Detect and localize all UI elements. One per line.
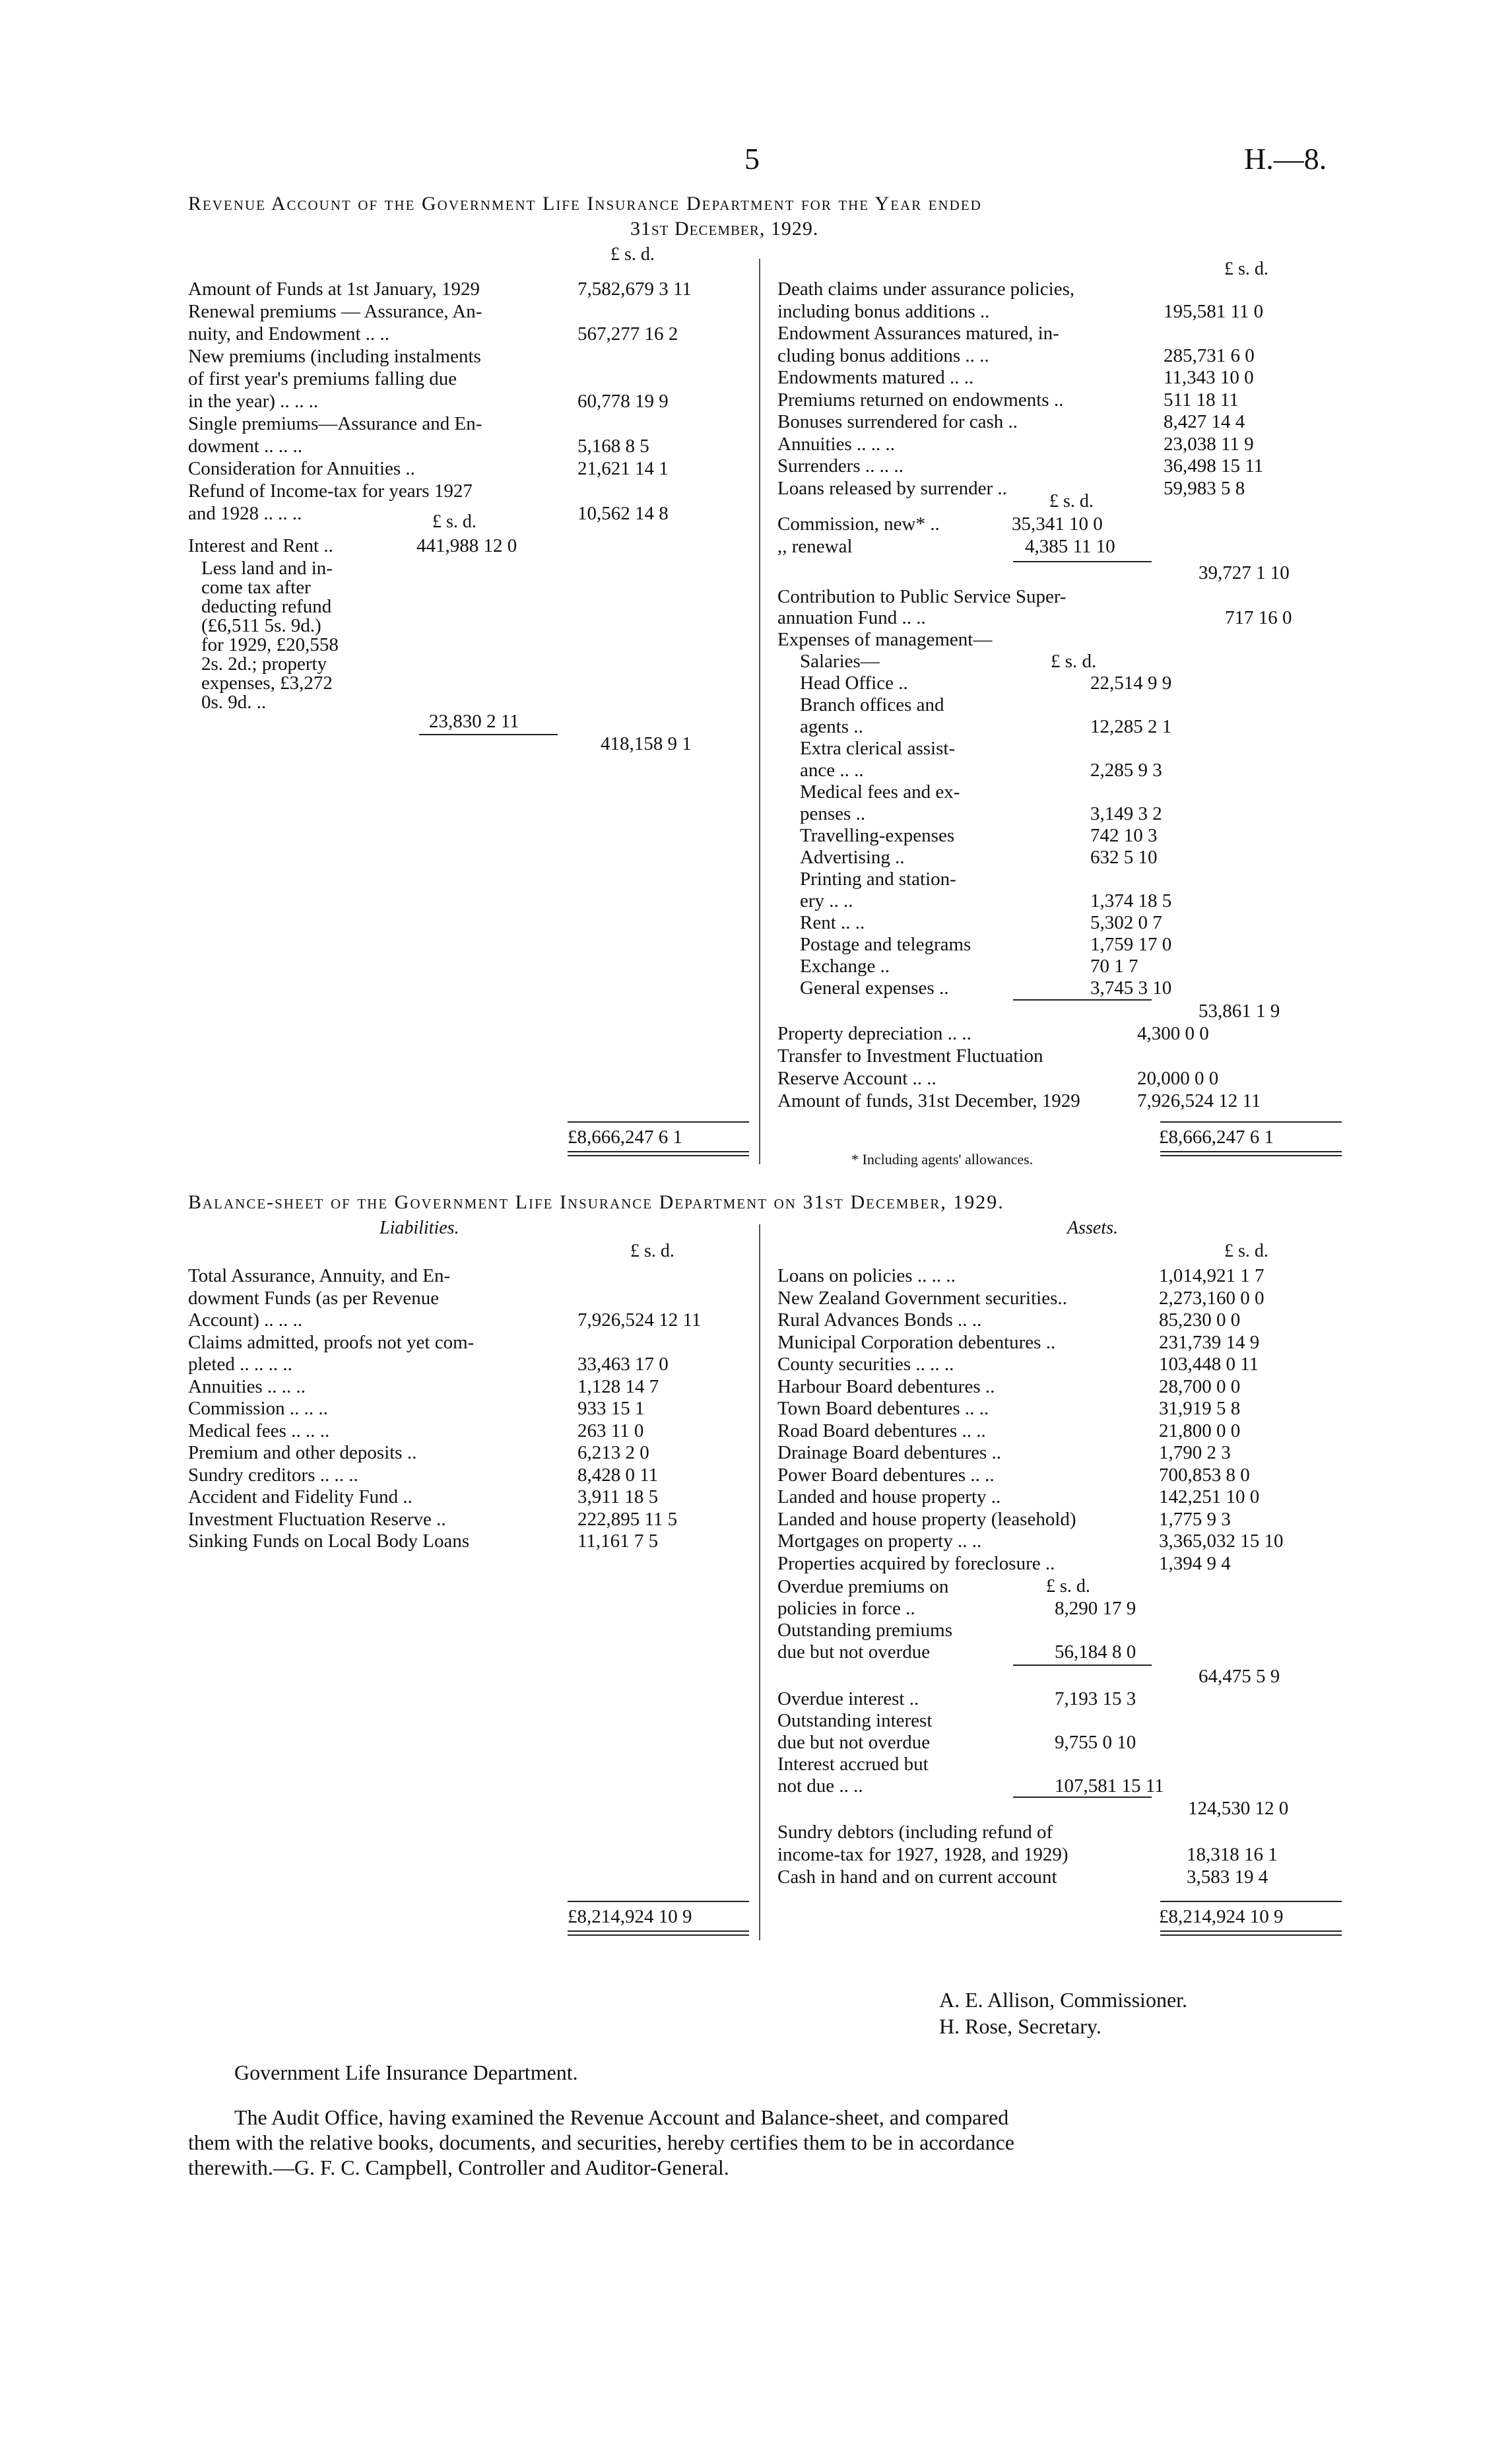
table-row bbox=[800, 760, 1341, 781]
row-label: Sinking Funds on Local Body Loans bbox=[188, 1531, 470, 1552]
row-label: Medical fees .. .. .. bbox=[188, 1420, 330, 1441]
balance-right-total: £8,214,924 10 9 bbox=[1159, 1906, 1284, 1927]
table-row bbox=[188, 1486, 749, 1507]
commission-currency-header: £ s. d. bbox=[1049, 491, 1094, 511]
row-label: Municipal Corporation debentures .. bbox=[777, 1331, 1056, 1353]
row-label: not due .. .. bbox=[777, 1775, 863, 1797]
table-row bbox=[188, 1288, 749, 1309]
interest-total-row bbox=[777, 1798, 1338, 1819]
row-label: Premium and other deposits .. bbox=[188, 1442, 417, 1463]
table-row bbox=[188, 1531, 749, 1552]
row-label: ery .. .. bbox=[800, 890, 853, 911]
table-row bbox=[777, 301, 1338, 322]
row-amount: 21,621 14 1 bbox=[577, 458, 669, 479]
row-label: Loans released by surrender .. bbox=[777, 477, 1007, 499]
row-amount: 59,983 5 8 bbox=[1164, 477, 1245, 499]
table-row bbox=[800, 977, 1341, 999]
row-amount: 20,000 0 0 bbox=[1137, 1068, 1219, 1089]
row-amount: 11,343 10 0 bbox=[1164, 367, 1254, 388]
row-label: Medical fees and ex- bbox=[800, 781, 960, 803]
row-label: Annuities .. .. .. bbox=[188, 1375, 306, 1397]
double-rule bbox=[568, 1930, 749, 1936]
row-label: Travelling-expenses bbox=[800, 825, 955, 846]
revenue-right-currency-header: £ s. d. bbox=[1224, 259, 1268, 279]
row-label: dowment .. .. .. bbox=[188, 436, 303, 457]
row-label: General expenses .. bbox=[800, 977, 949, 999]
row-amount: 3,911 18 5 bbox=[577, 1486, 659, 1507]
row-label: Single premiums—Assurance and En- bbox=[188, 413, 482, 434]
row-label: Advertising .. bbox=[800, 847, 905, 868]
interest-row bbox=[188, 535, 749, 556]
row-amount: 107,581 15 11 bbox=[1055, 1775, 1164, 1797]
audit-line-2: them with the relative books, documents, and securities, hereby certifies them to be in accordance bbox=[188, 2130, 1014, 2154]
table-row bbox=[777, 1531, 1338, 1552]
row-amount: 933 15 1 bbox=[577, 1398, 645, 1419]
row-amount: 21,800 0 0 bbox=[1159, 1420, 1241, 1441]
interest-amount: 441,988 12 0 bbox=[416, 535, 517, 556]
row-amount: 1,790 2 3 bbox=[1159, 1442, 1231, 1463]
row-label: Sundry debtors (including refund of bbox=[777, 1822, 1053, 1843]
revenue-left-total-row bbox=[188, 1127, 749, 1148]
row-label: due but not overdue bbox=[777, 1641, 931, 1663]
balance-right-total-row bbox=[777, 1906, 1338, 1927]
row-label: Power Board debentures .. .. bbox=[777, 1464, 995, 1486]
overdue-total-amount: 64,475 5 9 bbox=[1199, 1666, 1280, 1687]
row-amount: 9,755 0 10 bbox=[1055, 1732, 1136, 1753]
table-row bbox=[777, 323, 1338, 344]
table-row bbox=[777, 1620, 1338, 1641]
revenue-right-total: £8,666,247 6 1 bbox=[1159, 1127, 1274, 1148]
row-amount: 36,498 15 11 bbox=[1164, 455, 1264, 477]
interest-total-amount: 124,530 12 0 bbox=[1188, 1798, 1289, 1819]
row-label: Town Board debentures .. .. bbox=[777, 1398, 989, 1419]
table-row bbox=[188, 323, 749, 345]
row-label: Overdue premiums on bbox=[777, 1576, 949, 1597]
row-label: pleted .. .. .. .. bbox=[188, 1354, 292, 1375]
row-amount: 1,394 9 4 bbox=[1159, 1552, 1231, 1574]
contribution-row-1 bbox=[777, 586, 1338, 607]
table-row bbox=[188, 1509, 749, 1530]
table-row bbox=[800, 934, 1341, 955]
deduction-line: come tax after bbox=[201, 577, 311, 598]
deduction-line: Less land and in- bbox=[201, 558, 333, 579]
commission-total-amount: 39,727 1 10 bbox=[1199, 562, 1290, 583]
table-row bbox=[800, 869, 1341, 890]
row-label: due but not overdue bbox=[777, 1732, 931, 1753]
table-row bbox=[777, 1732, 1338, 1753]
commission-total-row bbox=[777, 562, 1338, 583]
balance-left-total-row bbox=[188, 1906, 749, 1927]
row-label: Consideration for Annuities .. bbox=[188, 458, 415, 479]
row-label: Premiums returned on endowments .. bbox=[777, 389, 1064, 411]
table-row bbox=[188, 1420, 749, 1441]
table-row bbox=[777, 1775, 1338, 1797]
table-row bbox=[188, 1465, 749, 1486]
row-label: agents .. bbox=[800, 716, 863, 737]
row-label: Properties acquired by foreclosure .. bbox=[777, 1552, 1055, 1574]
table-row bbox=[800, 694, 1341, 715]
row-amount: 511 18 11 bbox=[1164, 389, 1239, 411]
double-rule bbox=[1160, 1151, 1342, 1156]
row-amount: 231,739 14 9 bbox=[1159, 1331, 1260, 1353]
rule bbox=[568, 1901, 749, 1902]
row-label: Commission .. .. .. bbox=[188, 1398, 328, 1419]
table-row bbox=[800, 673, 1341, 694]
row-amount: 85,230 0 0 bbox=[1159, 1309, 1241, 1331]
table-row bbox=[188, 1398, 749, 1419]
row-amount: 222,895 11 5 bbox=[577, 1508, 678, 1530]
table-row bbox=[188, 368, 749, 389]
revenue-title-date: 31st December, 1929. bbox=[630, 218, 819, 240]
row-amount: 5,302 0 7 bbox=[1090, 912, 1162, 933]
table-row bbox=[777, 1754, 1338, 1775]
audit-line-3: therewith.—G. F. C. Campbell, Controller and Auditor-General. bbox=[188, 2156, 729, 2179]
table-row bbox=[777, 1710, 1338, 1731]
row-label: Account) .. .. .. bbox=[188, 1309, 303, 1331]
row-amount: 10,562 14 8 bbox=[577, 503, 669, 524]
page-reference: H.—8. bbox=[1244, 142, 1327, 176]
row-label: penses .. bbox=[800, 803, 866, 824]
row-label: Drainage Board debentures .. bbox=[777, 1442, 1002, 1463]
table-row bbox=[777, 1844, 1338, 1865]
balance-title: Balance-sheet of the Government Life Insurance Department on 31st December, 1929. bbox=[188, 1191, 1004, 1213]
row-amount: 8,427 14 4 bbox=[1164, 411, 1245, 432]
row-label: Endowments matured .. .. bbox=[777, 367, 974, 388]
row-label: Reserve Account .. .. bbox=[777, 1068, 937, 1089]
table-row bbox=[188, 1265, 749, 1286]
table-row bbox=[188, 346, 749, 367]
contribution-label-cont: annuation Fund .. .. bbox=[777, 607, 926, 628]
table-row bbox=[800, 738, 1341, 759]
signature-commissioner: A. E. Allison, Commissioner. bbox=[939, 1988, 1188, 2012]
rule bbox=[1160, 1901, 1342, 1902]
expenses-total-amount: 53,861 1 9 bbox=[1199, 1001, 1280, 1022]
row-label: Road Board debentures .. .. bbox=[777, 1420, 986, 1441]
row-label: policies in force .. bbox=[777, 1598, 915, 1619]
row-amount: 632 5 10 bbox=[1090, 847, 1158, 868]
row-label: Printing and station- bbox=[800, 869, 956, 890]
table-row bbox=[188, 1376, 749, 1397]
row-label: including bonus additions .. bbox=[777, 300, 990, 322]
revenue-column-divider bbox=[759, 259, 760, 1164]
rule bbox=[568, 1121, 749, 1123]
table-row bbox=[777, 1509, 1338, 1530]
row-label: Branch offices and bbox=[800, 694, 944, 715]
row-amount: 70 1 7 bbox=[1090, 956, 1138, 977]
row-amount: 1,128 14 7 bbox=[577, 1375, 659, 1397]
expenses-heading-row bbox=[777, 629, 1338, 650]
liabilities-currency-header: £ s. d. bbox=[630, 1241, 674, 1261]
table-row bbox=[188, 1442, 749, 1463]
row-label: Mortgages on property .. .. bbox=[777, 1531, 982, 1552]
rule bbox=[1160, 1121, 1342, 1123]
row-amount: 11,161 7 5 bbox=[577, 1531, 659, 1552]
table-row bbox=[777, 1576, 1338, 1597]
row-label: cluding bonus additions .. .. bbox=[777, 345, 989, 366]
row-amount: 33,463 17 0 bbox=[577, 1354, 669, 1375]
table-row bbox=[188, 436, 749, 457]
row-amount: 142,251 10 0 bbox=[1159, 1486, 1260, 1507]
row-label: Harbour Board debentures .. bbox=[777, 1375, 995, 1397]
row-amount: 103,448 0 11 bbox=[1159, 1354, 1259, 1375]
row-label: Outstanding interest bbox=[777, 1710, 933, 1731]
table-row bbox=[777, 1465, 1338, 1486]
row-label: ance .. .. bbox=[800, 760, 864, 781]
salaries-currency-header: £ s. d. bbox=[1051, 651, 1097, 672]
deduction-line: 2s. 2d.; property bbox=[201, 653, 327, 675]
row-label: Outstanding premiums bbox=[777, 1620, 953, 1641]
table-row bbox=[777, 345, 1338, 366]
row-amount: 2,273,160 0 0 bbox=[1159, 1287, 1265, 1309]
interest-deduction-total-row bbox=[188, 711, 749, 732]
row-label: New premiums (including instalments bbox=[188, 346, 481, 367]
deduction-line: 0s. 9d. .. bbox=[201, 692, 267, 713]
row-amount: 8,290 17 9 bbox=[1055, 1598, 1136, 1619]
row-amount: 8,428 0 11 bbox=[577, 1464, 659, 1486]
salaries-heading-row bbox=[800, 651, 1328, 672]
row-label: Refund of Income-tax for years 1927 bbox=[188, 480, 473, 502]
table-row bbox=[188, 1332, 749, 1353]
double-rule bbox=[1160, 1930, 1342, 1936]
row-label: Claims admitted, proofs not yet com- bbox=[188, 1331, 475, 1353]
row-label: Exchange .. bbox=[800, 956, 890, 977]
table-row bbox=[800, 803, 1341, 824]
deduction-line: deducting refund bbox=[201, 596, 332, 617]
row-label: in the year) .. .. .. bbox=[188, 391, 319, 412]
table-row bbox=[777, 1553, 1338, 1574]
row-label: Loans on policies .. .. .. bbox=[777, 1265, 956, 1286]
row-label: Rent .. .. bbox=[800, 912, 865, 933]
row-amount: 7,193 15 3 bbox=[1055, 1688, 1136, 1709]
row-amount: 2,285 9 3 bbox=[1090, 760, 1162, 781]
row-amount: 3,365,032 15 10 bbox=[1159, 1531, 1284, 1552]
table-row bbox=[777, 1265, 1338, 1286]
row-label: County securities .. .. .. bbox=[777, 1354, 954, 1375]
row-amount: 263 11 0 bbox=[577, 1420, 644, 1441]
row-label: Landed and house property .. bbox=[777, 1486, 1001, 1507]
table-row bbox=[777, 1866, 1338, 1888]
table-row bbox=[777, 389, 1338, 411]
table-row bbox=[777, 1420, 1338, 1441]
row-amount: 5,168 8 5 bbox=[577, 436, 649, 457]
row-amount: 700,853 8 0 bbox=[1159, 1464, 1250, 1486]
row-amount: 31,919 5 8 bbox=[1159, 1398, 1241, 1419]
row-amount: 1,014,921 1 7 bbox=[1159, 1265, 1265, 1286]
table-row bbox=[777, 1822, 1338, 1843]
row-label: Property depreciation .. .. bbox=[777, 1023, 971, 1044]
contribution-amount: 717 16 0 bbox=[1225, 607, 1292, 628]
row-amount: 6,213 2 0 bbox=[577, 1442, 649, 1463]
interest-net-row bbox=[188, 733, 749, 754]
liabilities-heading: Liabilities. bbox=[379, 1218, 459, 1238]
row-amount: 742 10 3 bbox=[1090, 825, 1158, 846]
table-row bbox=[188, 279, 749, 300]
table-row bbox=[188, 413, 749, 434]
interest-currency-header: £ s. d. bbox=[432, 511, 477, 532]
commission-renewal-label: ,, renewal bbox=[777, 536, 853, 557]
row-amount: 3,583 19 4 bbox=[1187, 1866, 1268, 1888]
row-amount: 4,300 0 0 bbox=[1137, 1023, 1209, 1044]
row-label: Surrenders .. .. .. bbox=[777, 455, 904, 477]
table-row bbox=[777, 1598, 1338, 1619]
row-amount: 7,582,679 3 11 bbox=[577, 279, 692, 300]
table-row bbox=[800, 847, 1341, 868]
row-label: Interest accrued but bbox=[777, 1754, 929, 1775]
row-label: Sundry creditors .. .. .. bbox=[188, 1464, 358, 1486]
row-label: nuity, and Endowment .. .. bbox=[188, 323, 389, 345]
row-label: Rural Advances Bonds .. .. bbox=[777, 1309, 982, 1331]
row-amount: 56,184 8 0 bbox=[1055, 1641, 1136, 1663]
row-amount: 60,778 19 9 bbox=[577, 391, 669, 412]
table-row bbox=[188, 1354, 749, 1375]
interest-net-amount: 418,158 9 1 bbox=[601, 733, 692, 754]
table-row bbox=[777, 1068, 1338, 1089]
overdue-total-row bbox=[777, 1666, 1338, 1687]
row-amount: 3,149 3 2 bbox=[1090, 803, 1162, 824]
audit-line-1: The Audit Office, having examined the Revenue Account and Balance-sheet, and compared bbox=[234, 2105, 1009, 2129]
table-row bbox=[777, 1288, 1338, 1309]
row-label: Annuities .. .. .. bbox=[777, 433, 896, 455]
table-row bbox=[777, 1442, 1338, 1463]
table-row bbox=[800, 912, 1341, 933]
table-row bbox=[777, 1023, 1338, 1044]
double-rule bbox=[568, 1151, 749, 1156]
row-amount: 1,759 17 0 bbox=[1090, 934, 1172, 955]
expenses-heading: Expenses of management— bbox=[777, 629, 993, 650]
row-label: Bonuses surrendered for cash .. bbox=[777, 411, 1018, 432]
table-row bbox=[188, 458, 749, 479]
row-amount: 23,038 11 9 bbox=[1164, 433, 1254, 455]
interest-deduction-amount: 23,830 2 11 bbox=[429, 711, 519, 732]
deduction-line: (£6,511 5s. 9d.) bbox=[201, 615, 321, 636]
table-row bbox=[777, 411, 1338, 432]
row-label: and 1928 .. .. .. bbox=[188, 503, 302, 524]
department-name: Government Life Insurance Department. bbox=[234, 2061, 578, 2084]
table-row bbox=[800, 781, 1341, 803]
contribution-row-2 bbox=[777, 607, 1338, 628]
table-row bbox=[800, 716, 1341, 737]
row-label: Amount of Funds at 1st January, 1929 bbox=[188, 279, 480, 300]
balance-column-divider bbox=[759, 1224, 760, 1940]
expenses-total-row bbox=[777, 1001, 1338, 1022]
table-row bbox=[777, 367, 1338, 388]
revenue-left-currency-header: £ s. d. bbox=[610, 244, 655, 265]
table-row bbox=[777, 279, 1338, 300]
row-amount: 1,775 9 3 bbox=[1159, 1508, 1231, 1530]
row-label: Postage and telegrams bbox=[800, 934, 971, 955]
table-row bbox=[777, 434, 1338, 455]
table-row bbox=[188, 480, 749, 502]
table-row bbox=[777, 1641, 1338, 1663]
commission-new-row bbox=[777, 513, 1338, 535]
row-label: of first year's premiums falling due bbox=[188, 368, 457, 389]
table-row bbox=[188, 391, 749, 412]
row-label: Total Assurance, Annuity, and En- bbox=[188, 1265, 451, 1286]
overdue-currency-header: £ s. d. bbox=[1046, 1576, 1090, 1597]
row-label: Accident and Fidelity Fund .. bbox=[188, 1486, 412, 1507]
table-row bbox=[777, 1045, 1338, 1067]
row-amount: 22,514 9 9 bbox=[1090, 673, 1172, 694]
revenue-title: Revenue Account of the Government Life Insurance Department for the Year ended bbox=[188, 193, 982, 214]
row-label: Endowment Assurances matured, in- bbox=[777, 323, 1059, 344]
row-label: New Zealand Government securities.. bbox=[777, 1287, 1067, 1309]
signature-secretary: H. Rose, Secretary. bbox=[939, 2014, 1101, 2038]
salaries-heading: Salaries— bbox=[800, 651, 880, 672]
deduction-line: expenses, £3,272 bbox=[201, 673, 333, 694]
table-row bbox=[777, 1688, 1338, 1709]
table-row bbox=[777, 1398, 1338, 1419]
row-label: income-tax for 1927, 1928, and 1929) bbox=[777, 1844, 1068, 1865]
revenue-right-total-row bbox=[777, 1127, 1338, 1148]
row-label: Transfer to Investment Fluctuation bbox=[777, 1045, 1043, 1067]
table-row bbox=[800, 956, 1341, 977]
row-label: Head Office .. bbox=[800, 673, 908, 694]
row-amount: 285,731 6 0 bbox=[1164, 345, 1255, 366]
table-row bbox=[188, 1309, 749, 1331]
table-row bbox=[777, 1376, 1338, 1397]
assets-heading: Assets. bbox=[1067, 1218, 1118, 1238]
commission-new-label: Commission, new* .. bbox=[777, 513, 940, 535]
row-amount: 1,374 18 5 bbox=[1090, 890, 1172, 911]
table-row bbox=[777, 1486, 1338, 1507]
row-label: Landed and house property (leasehold) bbox=[777, 1508, 1076, 1530]
footnote: * Including agents' allowances. bbox=[851, 1151, 1034, 1168]
row-label: Investment Fluctuation Reserve .. bbox=[188, 1508, 446, 1530]
commission-renewal-row bbox=[777, 536, 1338, 557]
row-label: Overdue interest .. bbox=[777, 1688, 919, 1709]
table-row bbox=[777, 1309, 1338, 1331]
row-amount: 12,285 2 1 bbox=[1090, 716, 1172, 737]
row-amount: 567,277 16 2 bbox=[577, 323, 678, 345]
row-amount: 28,700 0 0 bbox=[1159, 1375, 1241, 1397]
row-amount: 195,581 11 0 bbox=[1164, 300, 1264, 322]
row-amount: 7,926,524 12 11 bbox=[1137, 1090, 1261, 1111]
row-label: Amount of funds, 31st December, 1929 bbox=[777, 1090, 1080, 1111]
table-row bbox=[188, 301, 749, 322]
row-amount: 3,745 3 10 bbox=[1090, 977, 1172, 999]
table-row bbox=[777, 1332, 1338, 1353]
balance-left-total: £8,214,924 10 9 bbox=[568, 1906, 692, 1927]
row-label: dowment Funds (as per Revenue bbox=[188, 1287, 440, 1309]
page-number: 5 bbox=[744, 142, 760, 176]
row-label: Renewal premiums — Assurance, An- bbox=[188, 301, 482, 322]
row-label: Cash in hand and on current account bbox=[777, 1866, 1057, 1888]
interest-label: Interest and Rent .. bbox=[188, 535, 333, 556]
table-row bbox=[800, 825, 1341, 846]
table-row bbox=[800, 890, 1341, 911]
table-row bbox=[777, 1354, 1338, 1375]
commission-new-amount: 35,341 10 0 bbox=[1012, 513, 1103, 535]
row-amount: 7,926,524 12 11 bbox=[577, 1309, 702, 1331]
table-row bbox=[777, 455, 1338, 477]
row-amount: 18,318 16 1 bbox=[1187, 1844, 1278, 1865]
assets-currency-header: £ s. d. bbox=[1224, 1241, 1268, 1261]
commission-renewal-amount: 4,385 11 10 bbox=[1025, 536, 1115, 557]
revenue-left-total: £8,666,247 6 1 bbox=[568, 1127, 682, 1148]
row-label: Death claims under assurance policies, bbox=[777, 279, 1075, 300]
contribution-label: Contribution to Public Service Super- bbox=[777, 586, 1067, 607]
row-label: Extra clerical assist- bbox=[800, 738, 956, 759]
table-row bbox=[777, 1090, 1338, 1111]
deduction-line: for 1929, £20,558 bbox=[201, 634, 339, 655]
